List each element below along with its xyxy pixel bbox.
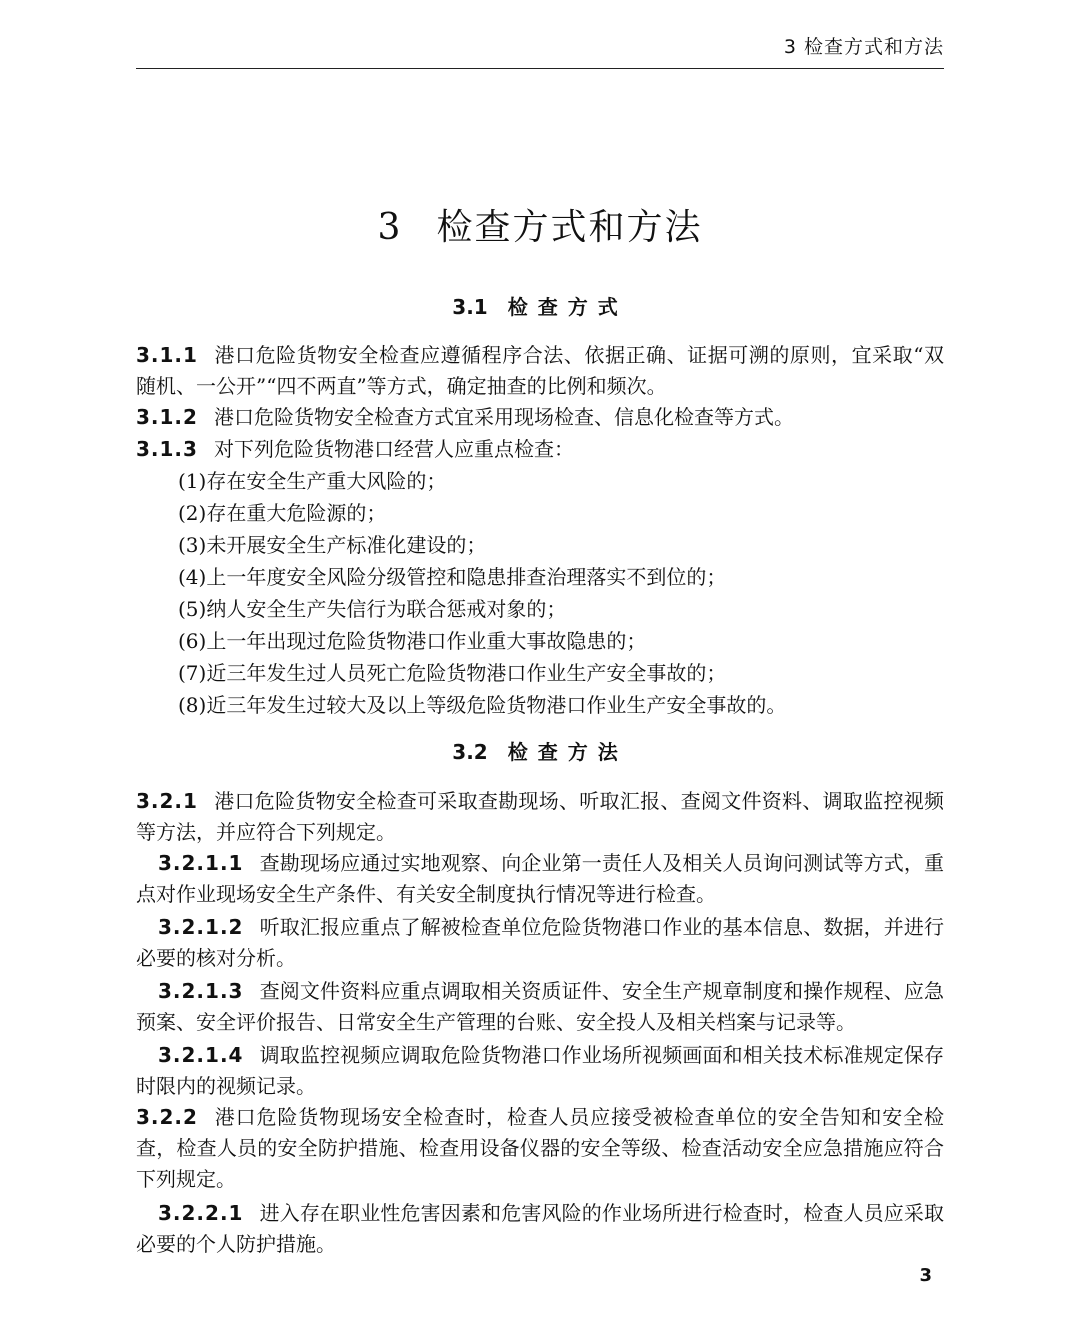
clause-text: 听取汇报应重点了解被检查单位危险货物港口作业的基本信息、数据，并进行必要的核对分析。 xyxy=(136,915,944,970)
chapter-number: 3 xyxy=(377,207,403,248)
clause-text: 查阅文件资料应重点调取相关资质证件、安全生产规章制度和操作规程、应急预案、安全评价报告、日常安全生产管理的台账、安全投人及相关档案与记录等。 xyxy=(136,979,944,1034)
running-header-title: 3 检查方式和方法 xyxy=(783,36,944,58)
list-item: (3)未开展安全生产标准化建设的； xyxy=(178,533,487,557)
clause-text: 对下列危险货物港口经营人应重点检查： xyxy=(213,437,574,461)
list-item: (8)近三年发生过较大及以上等级危险货物港口作业生产安全事故的。 xyxy=(178,693,787,717)
list-item: (1)存在安全生产重大风险的； xyxy=(178,469,447,493)
clause-3-2-1-4 xyxy=(136,1040,944,1102)
clause-3-2-1-3 xyxy=(136,976,944,1038)
clause-text: 港口危险货物安全检查应遵循程序合法、依据正确、证据可溯的原则，宜采取“双随机、一公开”“四不两直”等方式，确定抽查的比例和频次。 xyxy=(136,343,944,398)
section-number: 3.1 xyxy=(452,295,488,319)
section-heading-3-2 xyxy=(136,736,944,768)
list-item: (4)上一年度安全风险分级管控和隐患排查治理落实不到位的； xyxy=(178,565,727,589)
list-item: (2)存在重大危险源的； xyxy=(178,501,387,525)
page-number: 3 xyxy=(919,1265,932,1286)
list-item: (5)纳人安全生产失信行为联合惩戒对象的； xyxy=(178,597,567,621)
clause-3-1-2 xyxy=(136,402,944,433)
clause-number: 3.1.3 xyxy=(136,437,198,461)
clause-number: 3.1.2 xyxy=(136,405,198,429)
clause-text: 进入存在职业性危害因素和危害风险的作业场所进行检查时，检查人员应采取必要的个人防护措施。 xyxy=(136,1201,944,1256)
clause-number: 3.2.2 xyxy=(136,1105,198,1129)
section-title-text: 检查方法 xyxy=(507,740,628,764)
section-heading-3-1 xyxy=(136,291,944,323)
running-header xyxy=(136,30,944,69)
clause-3-2-1-1 xyxy=(136,848,944,910)
chapter-title xyxy=(136,198,944,258)
clause-number: 3.2.1.1 xyxy=(158,851,244,875)
clause-text: 查勘现场应通过实地观察、向企业第一责任人及相关人员询问测试等方式，重点对作业现场安全生产条件、有关安全制度执行情况等进行检查。 xyxy=(136,851,944,906)
clause-3-2-1-2 xyxy=(136,912,944,974)
clause-number: 3.2.2.1 xyxy=(158,1201,244,1225)
clause-number: 3.2.1.2 xyxy=(158,915,244,939)
clause-3-2-2-1 xyxy=(136,1198,944,1260)
chapter-title-text: 检查方式和方法 xyxy=(436,207,703,248)
clause-3-1-3 xyxy=(136,434,944,465)
list-item: (7)近三年发生过人员死亡危险货物港口作业生产安全事故的； xyxy=(178,661,727,685)
list-item: (6)上一年出现过危险货物港口作业重大事故隐患的； xyxy=(178,629,647,653)
clause-number: 3.2.1.3 xyxy=(158,979,244,1003)
clause-3-2-2 xyxy=(136,1102,944,1195)
clause-number: 3.1.1 xyxy=(136,343,198,367)
section-title-text: 检查方式 xyxy=(507,295,628,319)
clause-number: 3.2.1 xyxy=(136,789,198,813)
clause-3-1-1 xyxy=(136,340,944,402)
clause-text: 港口危险货物安全检查方式宜采用现场检查、信息化检查等方式。 xyxy=(213,405,794,429)
clause-text: 调取监控视频应调取危险货物港口作业场所视频画面和相关技术标准规定保存时限内的视频记录。 xyxy=(136,1043,944,1098)
clause-number: 3.2.1.4 xyxy=(158,1043,244,1067)
clause-3-2-1 xyxy=(136,786,944,848)
clause-text: 港口危险货物现场安全检查时，检查人员应接受被检查单位的安全告知和安全检查，检查人员的安全防护措施、检查用设备仪器的安全等级、检查活动安全应急措施应符合下列规定。 xyxy=(136,1105,944,1191)
section-number: 3.2 xyxy=(452,740,488,764)
clause-text: 港口危险货物安全检查可采取查勘现场、听取汇报、查阅文件资料、调取监控视频等方法，并应符合下列规定。 xyxy=(136,789,944,844)
